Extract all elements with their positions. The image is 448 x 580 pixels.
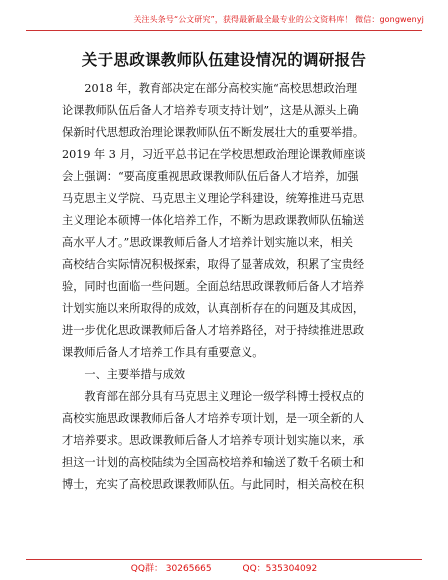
paragraph-line: 保新时代思想政治理论课教师队伍不断发展壮大的重要举措。 [62, 126, 365, 139]
paragraph-line: 教育部在部分具有马克思主义理论一级学科博士授权点的 [62, 390, 365, 403]
footer-qq-group: QQ群： 30265665 [130, 564, 212, 574]
paragraph-line: 才培养要求。思政课教师后备人才培养专项计划实施以来，承 [62, 434, 365, 447]
paragraph-line: 论课教师队伍后备人才培养专项支持计划”，这是从源头上确 [62, 104, 359, 117]
document-body [62, 78, 386, 496]
paragraph-line: 会上强调：“要高度重视思政课教师队伍后备人才培养，加强 [62, 170, 359, 183]
paragraph-line: 进一步优化思政课教师后备人才培养路径，对于持续推进思政 [62, 324, 365, 337]
paragraph-line: 2019 年 3 月，习近平总书记在学校思想政治理论课教师座谈 [62, 148, 366, 161]
header-divider [26, 30, 422, 31]
paragraph-line: 高校结合实际情况积极探索，取得了显著成效，积累了宝贵经 [62, 258, 365, 271]
paragraph-line: 高校实施思政课教师后备人才培养专项计划，是一项全新的人 [62, 412, 365, 425]
footer-qq: QQ：535304092 [242, 564, 318, 574]
header-note: 关注头条号“公文研究”，获得最新最全最专业的公文资料库！ 微信：gongwenyj [133, 15, 424, 24]
paragraph-line: 验，同时也面临一些问题。全面总结思政课教师后备人才培养 [62, 280, 365, 293]
paragraph-line: 博士，充实了高校思政课教师队伍。与此同时，相关高校在积 [62, 478, 365, 491]
paragraph-line: 担这一计划的高校陆续为全国高校培养和输送了数千名硕士和 [62, 456, 365, 469]
footer [0, 561, 448, 574]
paragraph-line: 主义理论本硕博一体化培养工作，不断为思政课教师队伍输送 [62, 214, 365, 227]
footer-divider [26, 559, 422, 560]
paragraph-line: 高水平人才。”思政课教师后备人才培养计划实施以来，相关 [62, 236, 353, 249]
document-title: 关于思政课教师队伍建设情况的调研报告 [81, 51, 367, 69]
paragraph-line: 2018 年，教育部决定在部分高校实施“高校思想政治理 [62, 82, 358, 95]
paragraph-line: 计划实施以来所取得的成效，认真剖析存在的问题及其成因， [62, 302, 365, 315]
paragraph-line: 马克思主义学院、马克思主义理论学科建设，统筹推进马克思 [62, 192, 365, 205]
section-heading: 一、主要举措与成效 [62, 368, 186, 381]
paragraph-line: 课教师后备人才培养工作具有重要意义。 [62, 346, 264, 359]
